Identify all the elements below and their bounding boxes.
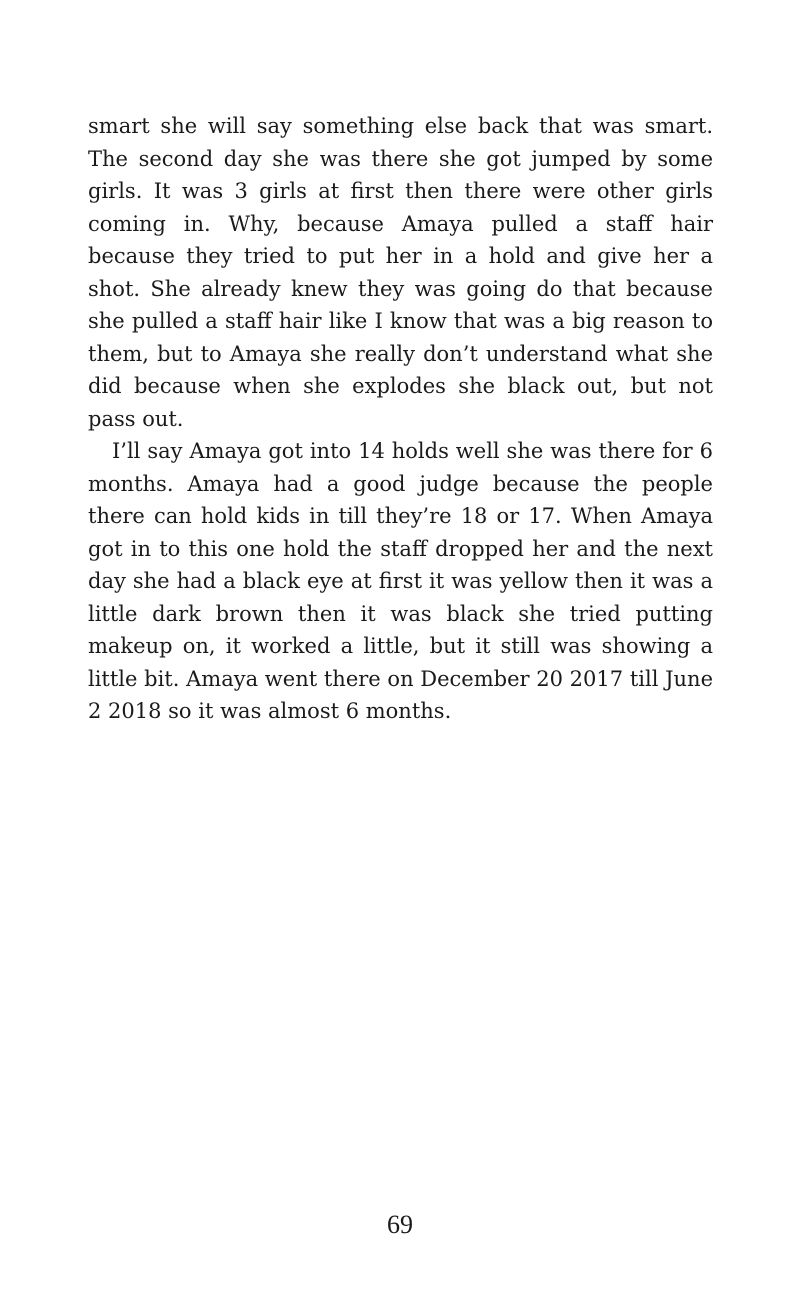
body-text [88, 110, 713, 728]
page-number: 69 [387, 1210, 413, 1239]
paragraph-2: I’ll say Amaya got into 14 holds well she was there for 6 months. Amaya had a good judge because the people there can hold kids in till they’re 18 or 17. When Amaya got in to this one hold the staff dropped her and the next day she had a black eye at first it was yellow then it was a little dark brown then it was black she tried putting makeup on, it worked a little, but it still was showing a little bit. Amaya went there on December 20 2017 till June 2 2018 so it was almost 6 months. [88, 439, 713, 723]
paragraph-1: smart she will say something else back that was smart. The second day she was there she got jumped by some girls. It was 3 girls at first then there were other girls coming in. Why, because Amaya pulled a staff hair because they tried to put her in a hold and give her a shot. She already knew they was going do that because she pulled a staff hair like I know that was a big reason to them, but to Amaya she really don’t understand what she did because when she explodes she black out, but not pass out. [88, 114, 713, 431]
